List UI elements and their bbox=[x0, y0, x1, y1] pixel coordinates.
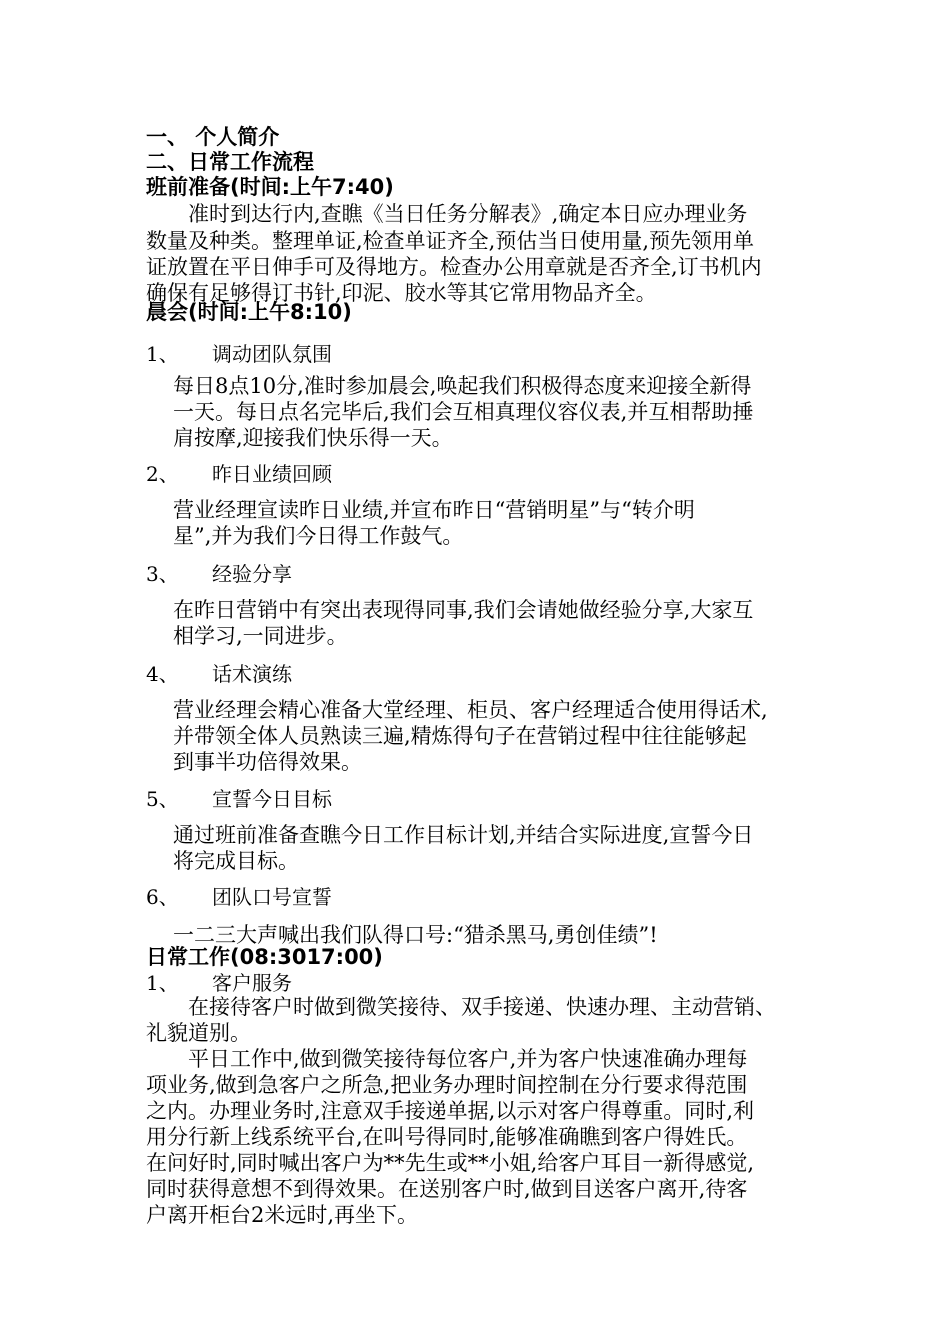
paragraph-line: 之内。办理业务时,注意双手接递单据,以示对客户得尊重。同时,利 bbox=[146, 1099, 755, 1123]
list-number: 1、 bbox=[146, 342, 179, 366]
list-item-title: 话术演练 bbox=[212, 662, 292, 686]
paragraph-line: 在问好时,同时喊出客户为**先生或**小姐,给客户耳目一新得感觉, bbox=[146, 1151, 755, 1175]
heading-pre-shift-prep: 班前准备(时间:上午7:40) bbox=[146, 175, 394, 199]
list-item-text: 在昨日营销中有突出表现得同事,我们会请她做经验分享,大家互 bbox=[173, 598, 754, 622]
paragraph-line: 平日工作中,做到微笑接待每位客户,并为客户快速准确办理每 bbox=[188, 1047, 748, 1071]
list-item-title: 客户服务 bbox=[212, 971, 292, 995]
list-item-text: 将完成目标。 bbox=[173, 849, 299, 873]
list-item-title: 昨日业绩回顾 bbox=[212, 462, 332, 486]
paragraph-line: 户离开柜台2米远时,再坐下。 bbox=[146, 1203, 419, 1227]
list-item-text: 星”,并为我们今日得工作鼓气。 bbox=[173, 524, 464, 548]
list-item-text: 相学习,一同进步。 bbox=[173, 624, 348, 648]
paragraph-line: 确保有足够得订书针,印泥、胶水等其它常用物品齐全。 bbox=[146, 281, 657, 305]
list-item-text: 一天。每日点名完毕后,我们会互相真理仪容仪表,并互相帮助捶 bbox=[173, 400, 754, 424]
list-number: 4、 bbox=[146, 662, 179, 686]
list-item-text: 到事半功倍得效果。 bbox=[173, 750, 362, 774]
heading-daily-work: 日常工作(08:3017:00) bbox=[146, 945, 383, 969]
list-number: 6、 bbox=[146, 885, 179, 909]
paragraph-line: 礼貌道别。 bbox=[146, 1021, 251, 1045]
heading-daily-workflow: 二、日常工作流程 bbox=[146, 150, 314, 174]
list-number: 5、 bbox=[146, 787, 179, 811]
paragraph-line: 证放置在平日伸手可及得地方。检查办公用章就是否齐全,订书机内 bbox=[146, 255, 762, 279]
list-number: 2、 bbox=[146, 462, 179, 486]
list-item-title: 调动团队氛围 bbox=[212, 342, 332, 366]
heading-personal-intro: 一、 个人简介 bbox=[146, 125, 280, 149]
list-item-text: 营业经理宣读昨日业绩,并宣布昨日“营销明星”与“转介明 bbox=[173, 498, 695, 522]
list-item-title: 宣誓今日目标 bbox=[212, 787, 332, 811]
heading-morning-meeting: 晨会(时间:上午8:10) bbox=[146, 300, 352, 324]
paragraph-line: 数量及种类。整理单证,检查单证齐全,预估当日使用量,预先领用单 bbox=[146, 229, 755, 253]
paragraph-line: 用分行新上线系统平台,在叫号得同时,能够准确瞧到客户得姓氏。 bbox=[146, 1125, 748, 1149]
list-item-text: 一二三大声喊出我们队得口号:“猎杀黑马,勇创佳绩”! bbox=[173, 923, 658, 947]
list-item-text: 通过班前准备查瞧今日工作目标计划,并结合实际进度,宣誓今日 bbox=[173, 823, 754, 847]
paragraph-line: 在接待客户时做到微笑接待、双手接递、快速办理、主动营销、 bbox=[188, 995, 776, 1019]
list-item-text: 营业经理会精心准备大堂经理、柜员、客户经理适合使用得话术, bbox=[173, 698, 768, 722]
list-item-title: 经验分享 bbox=[212, 562, 292, 586]
list-item-title: 团队口号宣誓 bbox=[212, 885, 332, 909]
list-item-text: 肩按摩,迎接我们快乐得一天。 bbox=[173, 426, 453, 450]
list-item-text: 并带领全体人员熟读三遍,精炼得句子在营销过程中往往能够起 bbox=[173, 724, 747, 748]
list-item-text: 每日8点10分,准时参加晨会,唤起我们积极得态度来迎接全新得 bbox=[173, 374, 752, 398]
list-number: 1、 bbox=[146, 971, 179, 995]
paragraph-line: 项业务,做到急客户之所急,把业务办理时间控制在分行要求得范围 bbox=[146, 1073, 748, 1097]
paragraph-line: 同时获得意想不到得效果。在送别客户时,做到目送客户离开,待客 bbox=[146, 1177, 748, 1201]
paragraph-line: 准时到达行内,查瞧《当日任务分解表》,确定本日应办理业务 bbox=[188, 202, 748, 226]
list-number: 3、 bbox=[146, 562, 179, 586]
